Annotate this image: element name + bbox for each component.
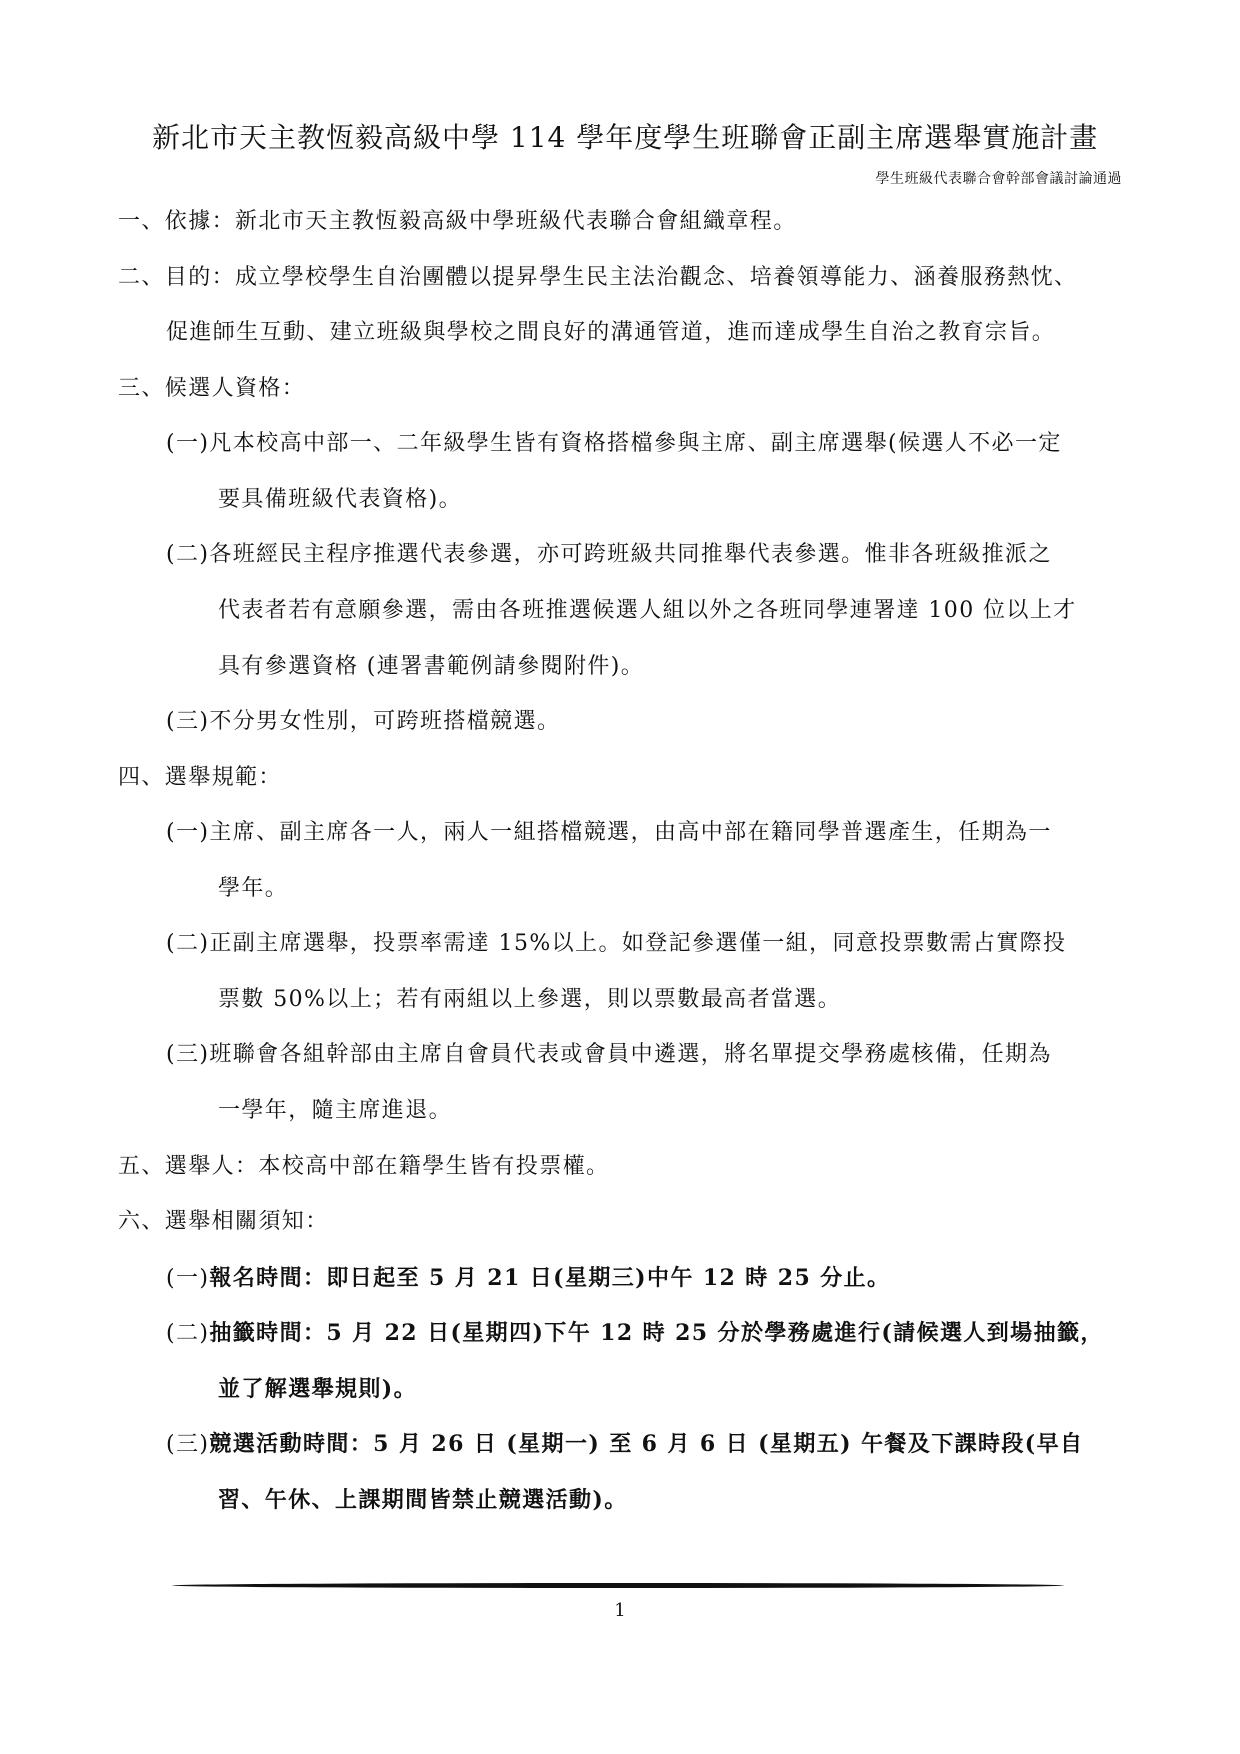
rules-item-3-line-2: 一學年，隨主席進退。 [218,1098,453,1123]
eligibility-item-2-line-3: 具有參選資格 (連署書範例請參閱附件)。 [218,654,645,679]
section-eligibility-heading: 三、候選人資格： [118,376,306,401]
notices-item-3-line-1 [166,1429,1083,1460]
notices-item-2-text: 抽籤時間：5 月 22 日(星期四)下午 12 時 25 分於學務處進行(請候選人到場抽籤， [209,1320,1104,1346]
notices-item-3-prefix: (三) [166,1432,210,1457]
section-voters: 五、選舉人：本校高中部在籍學生皆有投票權。 [118,1154,610,1179]
section-rules-heading: 四、選舉規範： [118,765,282,790]
eligibility-item-3: (三)不分男女性別，可跨班搭檔競選。 [166,709,561,734]
rules-item-2-line-1: (二)正副主席選舉，投票率需達 15%以上。如登記參選僅一組，同意投票數需占實際投 [166,931,1067,956]
section-purpose-line-2: 促進師生互動、建立班級與學校之間良好的溝通管道，進而達成學生自治之教育宗旨。 [166,320,1056,345]
approval-note: 學生班級代表聯合會幹部會議討論通過 [875,171,1122,187]
document-title: 新北市天主教恆毅高級中學 114 學年度學生班聯會正副主席選舉實施計畫 [152,121,1099,154]
rules-item-1-line-2: 學年。 [218,876,289,901]
footer-divider [172,1583,1064,1588]
notices-item-2-prefix: (二) [166,1321,210,1346]
rules-item-3-line-1: (三)班聯會各組幹部由主席自會員代表或會員中遴選，將名單提交學務處核備，任期為 [166,1042,1052,1067]
notices-item-3-text: 競選活動時間：5 月 26 日 (星期一) 至 6 月 6 日 (星期五) 午餐及下課時段(早自 [209,1431,1084,1457]
page-number: 1 [614,1600,626,1621]
section-purpose-line-1: 二、目的：成立學校學生自治團體以提昇學生民主法治觀念、培養領導能力、涵養服務熱忱、 [118,265,1078,290]
notices-item-1-text: 報名時間：即日起至 5 月 21 日(星期三)中午 12 時 25 分止。 [209,1265,891,1291]
section-notices-heading: 六、選舉相關須知： [118,1209,329,1234]
eligibility-item-2-line-2: 代表者若有意願參選，需由各班推選候選人組以外之各班同學連署達 100 位以上才 [218,598,1077,623]
eligibility-item-1-line-2: 要具備班級代表資格)。 [218,487,462,512]
eligibility-item-2-line-1: (二)各班經民主程序推選代表參選，亦可跨班級共同推舉代表參選。惟非各班級推派之 [166,542,1052,567]
rules-item-2-line-2: 票數 50%以上；若有兩組以上參選，則以票數最高者當選。 [218,987,842,1012]
notices-item-1 [166,1263,890,1294]
rules-item-1-line-1: (一)主席、副主席各一人，兩人一組搭檔競選，由高中部在籍同學普選產生，任期為一 [166,820,1052,845]
eligibility-item-1-line-1: (一)凡本校高中部一、二年級學生皆有資格搭檔參與主席、副主席選舉(候選人不必一定 [166,431,1062,456]
notices-item-2-line-2: 並了解選舉規則)。 [218,1376,418,1402]
notices-item-2-line-1 [166,1318,1104,1349]
section-basis: 一、依據：新北市天主教恆毅高級中學班級代表聯合會組織章程。 [118,209,797,234]
notices-item-1-prefix: (一) [166,1266,210,1291]
notices-item-3-line-2: 習、午休、上課期間皆禁止競選活動)。 [218,1487,628,1513]
